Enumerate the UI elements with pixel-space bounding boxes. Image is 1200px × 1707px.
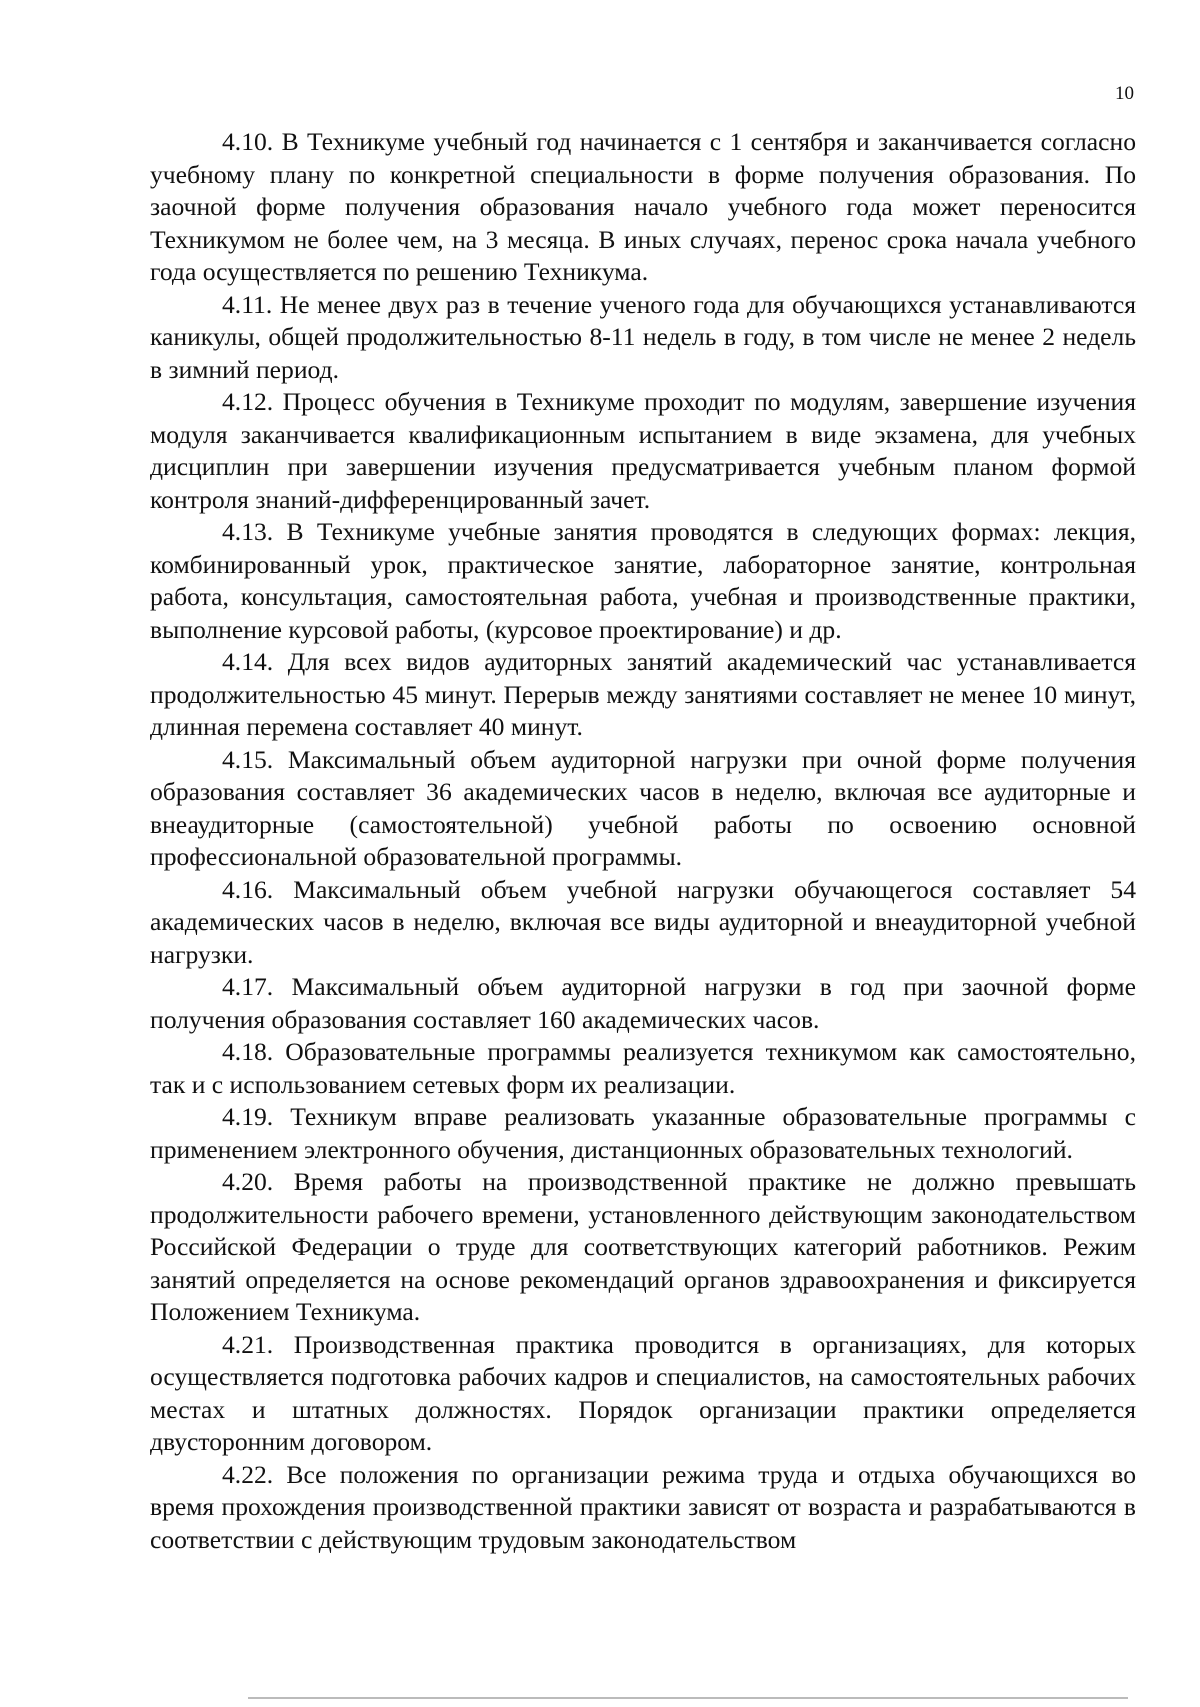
scan-edge-line — [248, 1697, 1128, 1699]
paragraph-4-14: 4.14. Для всех видов аудиторных занятий академический час устанавливается продолжительностью 45 минут. Перерыв между занятиями составляет не менее 10 минут, длинная перемена составляет 40 минут. — [150, 647, 1136, 741]
paragraph-4-19: 4.19. Техникум вправе реализовать указанные образовательные программы с применением электронного обучения, дистанционных образовательных технологий. — [150, 1102, 1136, 1164]
paragraph-4-11: 4.11. Не менее двух раз в течение ученого года для обучающихся устанавливаются каникулы, общей продолжительностью 8-11 недель в году, в том числе не менее 2 недель в зимний период. — [150, 289, 1136, 384]
page-number: 10 — [1115, 83, 1134, 104]
paragraph-4-18: 4.18. Образовательные программы реализуется техникумом как самостоятельно, так и с использованием сетевых форм их реализации. — [150, 1037, 1136, 1099]
paragraph-4-20: 4.20. Время работы на производственной практике не должно превышать продолжительности рабочего времени, установленного действующим законодательством Российской Федерации о труде для соответствующих категорий работников. Режим занятий определяется на основе рекомендаций органов здравоохранения и фиксируется Положением Техникума. — [150, 1167, 1136, 1326]
paragraph-4-21: 4.21. Производственная практика проводится в организациях, для которых осуществляется подготовка рабочих кадров и специалистов, на самостоятельных рабочих местах и штатных должностях. Порядок организации практики определяется двусторонним договором. — [150, 1329, 1136, 1456]
paragraph-4-16: 4.16. Максимальный объем учебной нагрузки обучающегося составляет 54 академических часов в неделю, включая все виды аудиторной и внеаудиторной учебной нагрузки. — [150, 874, 1136, 969]
paragraph-4-13: 4.13. В Техникуме учебные занятия проводятся в следующих формах: лекция, комбинированный урок, практическое занятие, лабораторное занятие, контрольная работа, консультация, самостоятельная работа, учебная и производственные практики, выполнение курсовой работы, (курсовое проектирование) и др. — [150, 517, 1136, 644]
document-body — [150, 126, 1136, 1556]
paragraph-4-22: 4.22. Все положения по организации режима труда и отдыха обучающихся во время прохождения производственной практики зависят от возраста и разрабатываются в соответствии с действующим трудовым законодательством — [150, 1459, 1136, 1554]
paragraph-4-10: 4.10. В Техникуме учебный год начинается с 1 сентября и заканчивается согласно учебному плану по конкретной специальности в форме получения образования. По заочной форме получения образования начало учебного года может переносится Техникумом не более чем, на 3 месяца. В иных случаях, перенос срока начала учебного года осуществляется по решению Техникума. — [150, 127, 1136, 286]
paragraph-4-17: 4.17. Максимальный объем аудиторной нагрузки в год при заочной форме получения образования составляет 160 академических часов. — [150, 972, 1136, 1034]
paragraph-4-15: 4.15. Максимальный объем аудиторной нагрузки при очной форме получения образования составляет 36 академических часов в неделю, включая все аудиторные и внеаудиторные (самостоятельной) учебной работы по освоению основной профессиональной образовательной программы. — [150, 744, 1136, 871]
paragraph-4-12: 4.12. Процесс обучения в Техникуме проходит по модулям, завершение изучения модуля заканчивается квалификационным испытанием в виде экзамена, для учебных дисциплин при завершении изучения предусматривается учебным планом формой контроля знаний-дифференцированный зачет. — [150, 387, 1136, 514]
